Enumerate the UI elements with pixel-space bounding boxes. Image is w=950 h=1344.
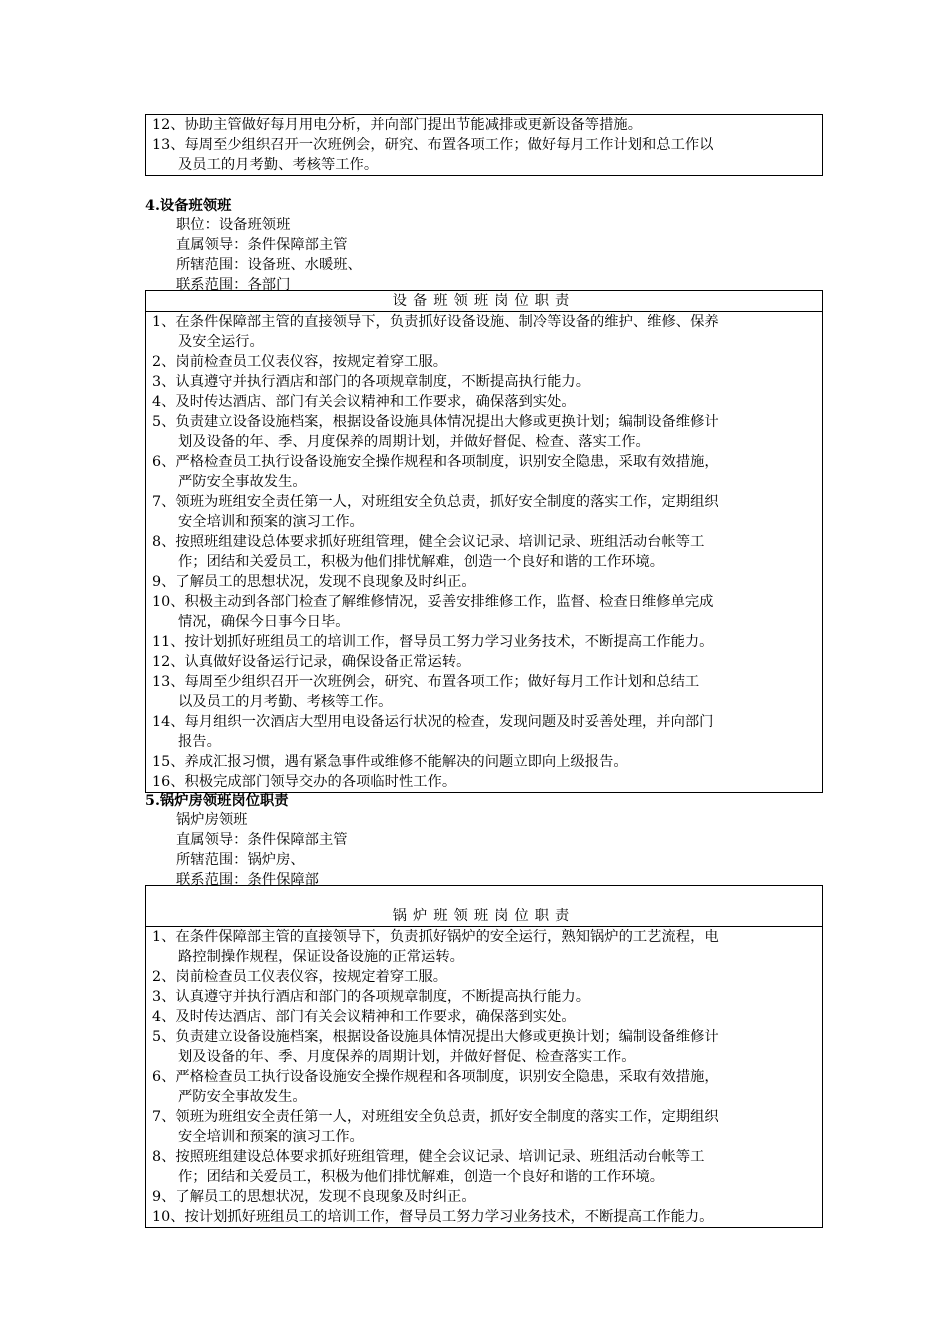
list-item: 16、积极完成部门领导交办的各项临时性工作。: [152, 774, 457, 790]
info-supervisor: 直属领导：条件保障部主管: [176, 832, 348, 848]
duties-list: [146, 312, 822, 792]
info-supervisor: 直属领导：条件保障部主管: [176, 237, 348, 253]
info-position: 锅炉房领班: [176, 812, 248, 828]
info-scope: 所辖范围：锅炉房、: [176, 852, 305, 868]
list-item: 8、按照班组建设总体要求抓好班组管理，健全会议记录、培训记录、班组活动台帐等工 作；团结和关爱员工，积极为他们排忧解难，创造一个良好和谐的工作环境。: [152, 534, 705, 570]
list-item: 9、了解员工的思想状况，发现不良现象及时纠正。: [152, 574, 476, 590]
list-item: 1、在条件保障部主管的直接领导下，负责抓好设备设施、制冷等设备的维护、维修、保养 及安全运行。: [152, 314, 719, 350]
section-title: 5.锅炉房领班岗位职责: [145, 793, 289, 809]
list-item: 13、每周至少组织召开一次班例会，研究、布置各项工作；做好每月工作计划和总工作以 及员工的月考勤、考核等工作。: [152, 137, 714, 173]
list-item: 6、严格检查员工执行设备设施安全操作规程和各项制度，识别安全隐患，采取有效措施， 严防安全事故发生。: [152, 454, 719, 490]
list-item: 12、协助主管做好每月用电分析，并向部门提出节能减排或更新设备等措施。: [152, 117, 642, 133]
list-item: 5、负责建立设备设施档案，根据设备设施具体情况提出大修或更换计划；编制设备维修计 划及设备的年、季、月度保养的周期计划，并做好督促、检查、落实工作。: [152, 414, 719, 450]
list-item: 8、按照班组建设总体要求抓好班组管理，健全会议记录、培训记录、班组活动台帐等工 作；团结和关爱员工，积极为他们排忧解难，创造一个良好和谐的工作环境。: [152, 1149, 705, 1185]
list-item: 5、负责建立设备设施档案，根据设备设施具体情况提出大修或更换计划；编制设备维修计 划及设备的年、季、月度保养的周期计划，并做好督促、检查落实工作。: [152, 1029, 719, 1065]
table-header: 设备班领班岗位职责: [146, 291, 822, 312]
duties-list: [146, 927, 822, 1227]
info-scope: 所辖范围：设备班、水暖班、: [176, 257, 362, 273]
list-item: 15、养成汇报习惯，遇有紧急事件或维修不能解决的问题立即向上级报告。: [152, 754, 628, 770]
duties-table: [145, 885, 823, 1228]
list-item: 7、领班为班组安全责任第一人，对班组安全负总责，抓好安全制度的落实工作，定期组织 安全培训和预案的演习工作。: [152, 494, 719, 530]
info-contact: 联系范围：各部门: [176, 277, 291, 293]
duties-table: [145, 290, 823, 793]
list-item: 9、了解员工的思想状况，发现不良现象及时纠正。: [152, 1189, 476, 1205]
list-item: 6、严格检查员工执行设备设施安全操作规程和各项制度，识别安全隐患，采取有效措施， 严防安全事故发生。: [152, 1069, 719, 1105]
section-info: [176, 215, 362, 295]
list-item: 3、认真遵守并执行酒店和部门的各项规章制度，不断提高执行能力。: [152, 989, 590, 1005]
list-item: 11、按计划抓好班组员工的培训工作，督导员工努力学习业务技术，不断提高工作能力。: [152, 634, 714, 650]
list-item: 1、在条件保障部主管的直接领导下，负责抓好锅炉的安全运行，熟知锅炉的工艺流程，电 路控制操作规程，保证设备设施的正常运转。: [152, 929, 719, 965]
list-item: 10、积极主动到各部门检查了解维修情况，妥善安排维修工作，监督、检查日维修单完成 情况，确保今日事今日毕。: [152, 594, 714, 630]
section-info: [176, 810, 348, 890]
list-item: 4、及时传达酒店、部门有关会议精神和工作要求，确保落到实处。: [152, 394, 576, 410]
info-position: 职位：设备班领班: [176, 217, 291, 233]
section-title: 4.设备班领班: [145, 198, 232, 214]
list-item: 14、每月组织一次酒店大型用电设备运行状况的检查，发现问题及时妥善处理，并向部门 报告。: [152, 714, 714, 750]
list-item: 4、及时传达酒店、部门有关会议精神和工作要求，确保落到实处。: [152, 1009, 576, 1025]
table-header: 锅炉班领班岗位职责: [146, 886, 822, 927]
list-item: 2、岗前检查员工仪表仪容，按规定着穿工服。: [152, 354, 448, 370]
top-duties-box: [145, 114, 823, 176]
list-item: 3、认真遵守并执行酒店和部门的各项规章制度，不断提高执行能力。: [152, 374, 590, 390]
list-item: 2、岗前检查员工仪表仪容，按规定着穿工服。: [152, 969, 448, 985]
info-contact: 联系范围：条件保障部: [176, 872, 319, 888]
list-item: 12、认真做好设备运行记录，确保设备正常运转。: [152, 654, 471, 670]
list-item: 13、每周至少组织召开一次班例会，研究、布置各项工作；做好每月工作计划和总结工 以及员工的月考勤、考核等工作。: [152, 674, 700, 710]
list-item: 7、领班为班组安全责任第一人，对班组安全负总责，抓好安全制度的落实工作，定期组织 安全培训和预案的演习工作。: [152, 1109, 719, 1145]
list-item: 10、按计划抓好班组员工的培训工作，督导员工努力学习业务技术，不断提高工作能力。: [152, 1209, 714, 1225]
